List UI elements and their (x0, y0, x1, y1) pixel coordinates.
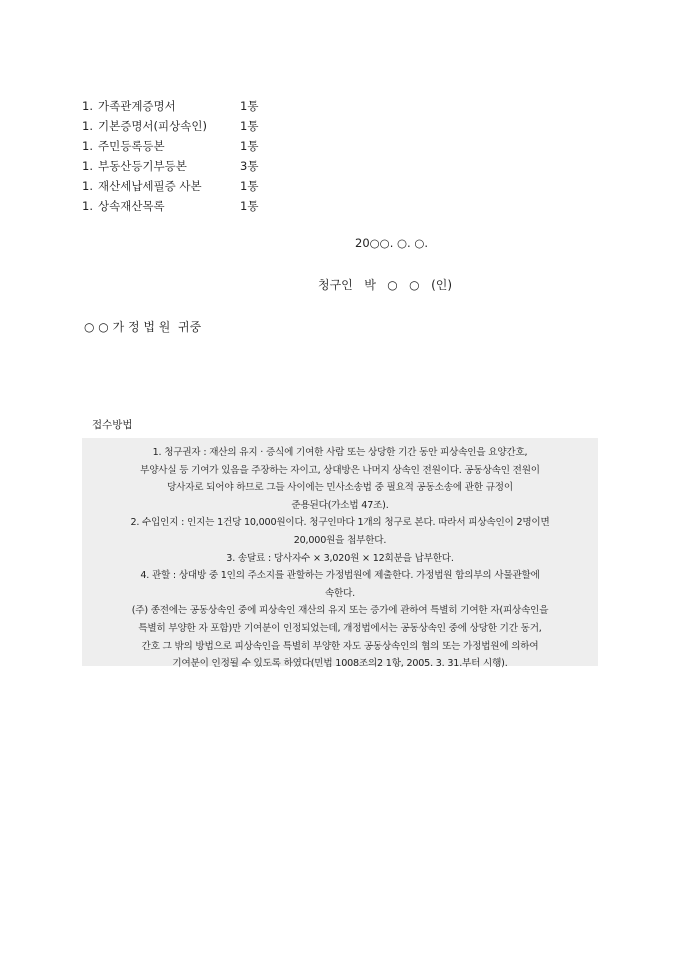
attachment-item (82, 136, 259, 156)
filing-notes-box (82, 438, 598, 670)
attachment-name: 기본증명서(피상속인) (98, 119, 207, 133)
note-line: 부양사실 등 기여가 있음을 주장하는 자이고, 상대방은 나머지 상속인 전원이다. 공동상속인 전원이 (140, 464, 540, 476)
note-line: 기여분이 인정될 수 있도록 하였다(민법 1008조의2 1항, 2005. 3. 31.부터 시행). (172, 658, 508, 670)
attachment-number: 1. (82, 139, 93, 153)
note-line: 준용된다(가소법 47조). (291, 499, 389, 511)
attachment-name: 주민등록등본 (98, 139, 165, 153)
attachment-item (82, 96, 259, 116)
attachment-list (82, 96, 259, 216)
attachment-count: 3통 (240, 159, 259, 173)
attachment-count: 1통 (240, 99, 259, 113)
attachment-count: 1통 (240, 199, 259, 213)
note-line: 4. 관할 : 상대방 중 1인의 주소지를 관할하는 가정법원에 제출한다. 가정법원 합의부의 사물관할에 (140, 570, 540, 582)
note-line: 1. 청구권자 : 재산의 유지 · 증식에 기여한 사람 또는 상당한 기간 동안 피상속인을 요양간호, (152, 447, 528, 458)
attachment-number: 1. (82, 99, 93, 113)
attachment-number: 1. (82, 179, 93, 193)
attachment-name: 재산세납세필증 사본 (98, 179, 202, 193)
attachment-item (82, 196, 259, 216)
note-line: 20,000원을 첩부한다. (293, 534, 387, 546)
note-line: (주) 종전에는 공동상속인 중에 피상속인 재산의 유지 또는 증가에 관하여 특별히 기여한 자(피상속인을 (131, 605, 549, 617)
attachment-item (82, 176, 259, 196)
note-line: 특별히 부양한 자 포함)만 기여분이 인정되었는데, 개정법에서는 공동상속인 중에 상당한 기간 동거, (138, 622, 542, 634)
note-line: 당사자로 되어야 하므로 그들 사이에는 민사소송법 중 필요적 공동소송에 관한 규정이 (167, 482, 513, 494)
note-line: 속한다. (324, 587, 356, 599)
attachment-count: 1통 (240, 139, 259, 153)
attachment-number: 1. (82, 119, 93, 133)
attachment-name: 가족관계증명서 (98, 99, 176, 113)
note-line: 간호 그 밖의 방법으로 피상속인을 특별히 부양한 자도 공동상속인의 협의 또는 가정법원에 의하여 (141, 640, 539, 652)
attachment-count: 1통 (240, 179, 259, 193)
filing-date: 20○○. ○. ○. (355, 236, 429, 250)
attachment-number: 1. (82, 159, 93, 173)
attachment-item (82, 156, 259, 176)
note-line: 2. 수입인지 : 인지는 1건당 10,000원이다. 청구인마다 1개의 청구로 본다. 따라서 피상속인이 2명이면 (130, 517, 550, 529)
attachment-item (82, 116, 259, 136)
court-addressee: ○ ○ 가 정 법 원 귀중 (84, 320, 202, 334)
attachment-number: 1. (82, 199, 93, 213)
attachment-count: 1통 (240, 119, 259, 133)
note-line: 3. 송달료 : 당사자수 × 3,020원 × 12회분을 납부한다. (226, 552, 454, 564)
method-title: 접수방법 (92, 419, 133, 431)
attachment-name: 부동산등기부등본 (98, 159, 187, 173)
claimant-signature: 청구인 박 ○ ○ (인) (318, 278, 453, 292)
attachment-name: 상속재산목록 (98, 199, 165, 213)
